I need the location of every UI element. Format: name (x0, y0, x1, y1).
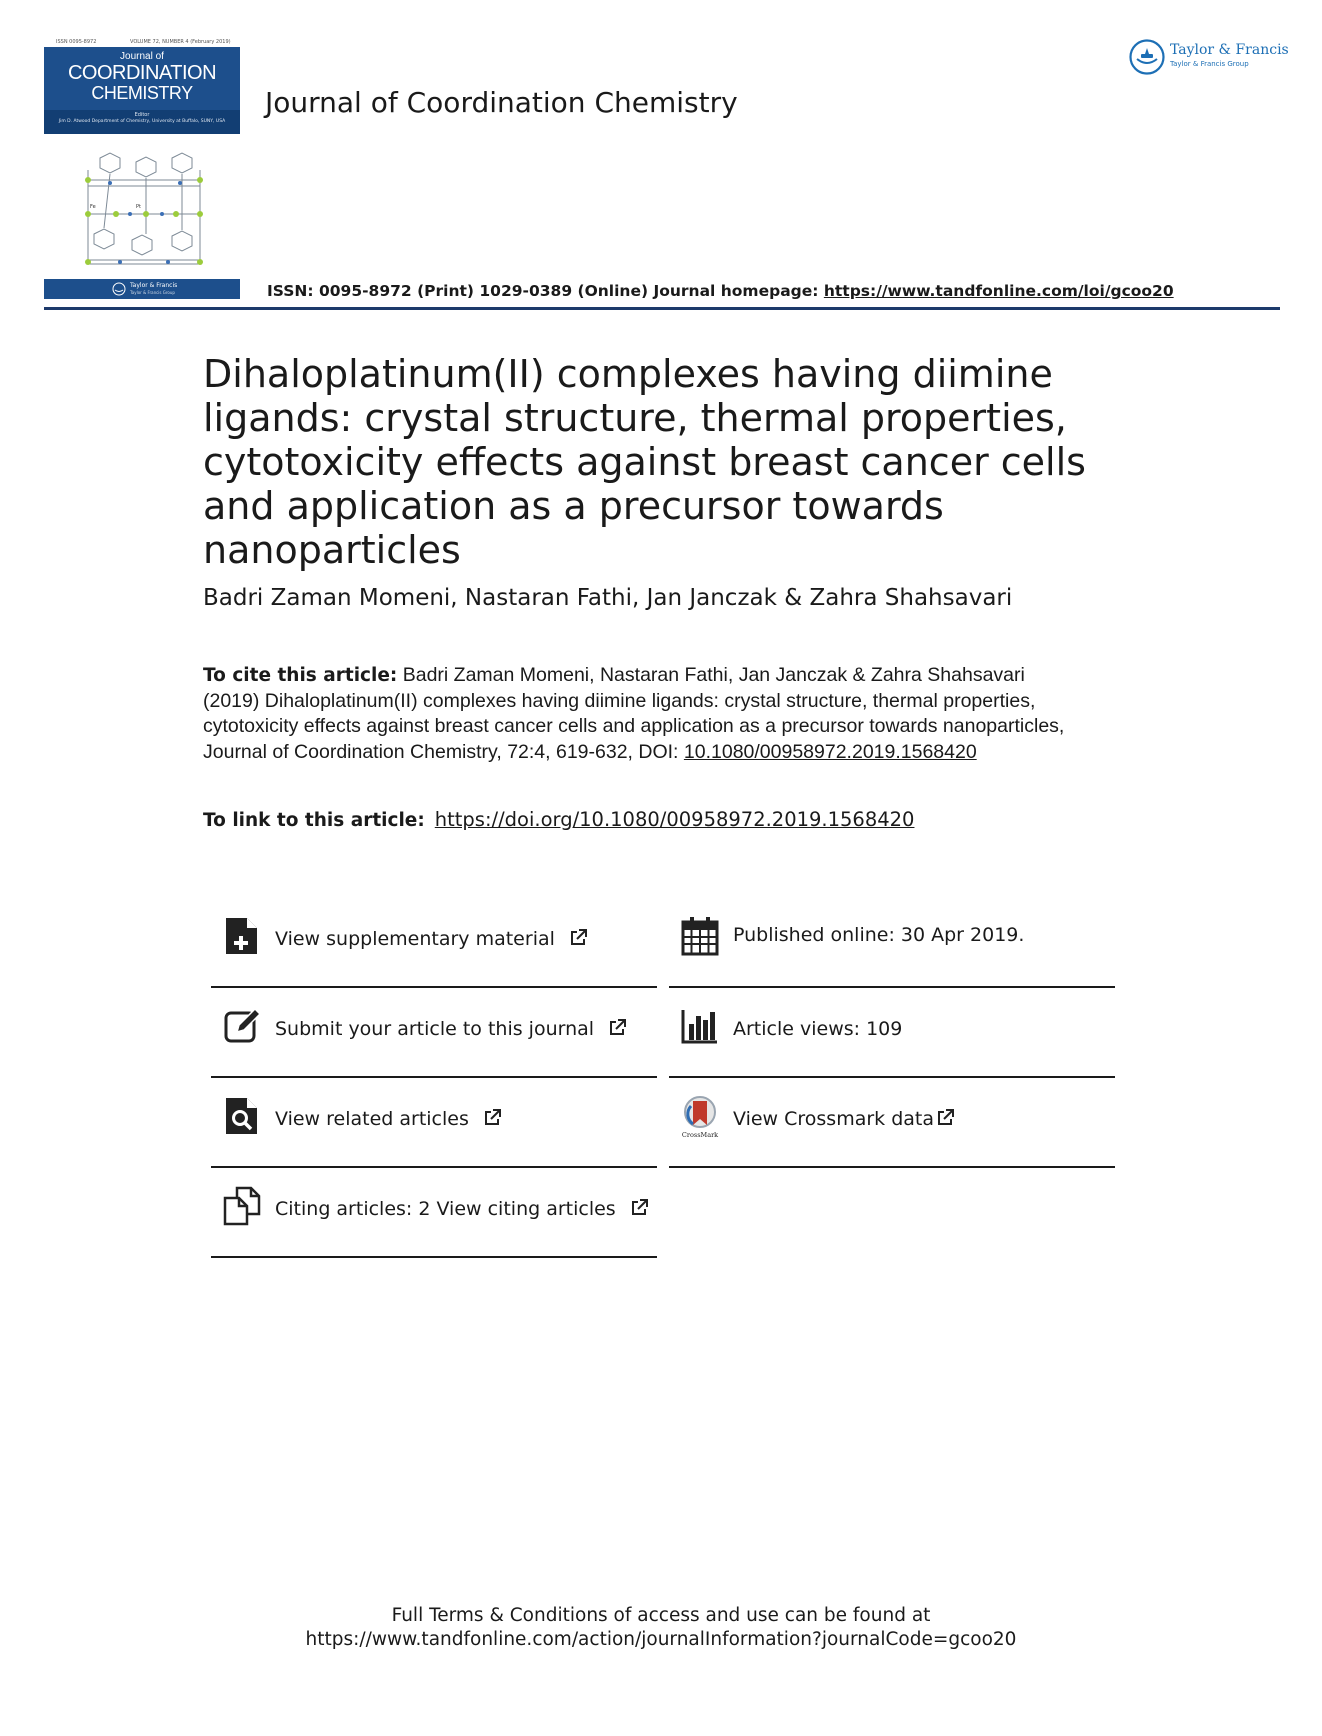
cover-publisher-sub: Taylor & Francis Group (130, 290, 175, 295)
external-link-icon (630, 1198, 649, 1217)
view-supplementary-material[interactable] (211, 898, 657, 988)
cover-editor-label: Editor (134, 112, 150, 118)
copy-documents-icon (223, 1186, 261, 1226)
citation-block (203, 663, 1083, 765)
supplementary-label: View supplementary material (275, 928, 555, 950)
bar-chart-icon (681, 1006, 719, 1046)
article-link-label: To link to this article: (203, 810, 425, 831)
publisher-logo[interactable] (1128, 38, 1288, 78)
published-date: Published online: 30 Apr 2019. (733, 924, 1025, 946)
crossmark-icon (681, 1094, 719, 1140)
article-doi-url[interactable]: https://doi.org/10.1080/00958972.2019.1568420 (434, 808, 915, 831)
article-views (669, 988, 1115, 1078)
views-count: Article views: 109 (733, 1018, 903, 1040)
edit-icon (223, 1006, 261, 1046)
citing-label: Citing articles: 2 View citing articles (275, 1198, 616, 1220)
cover-atom-pt: Pt (136, 204, 141, 210)
cover-issn-row (44, 38, 240, 47)
related-label: View related articles (275, 1108, 469, 1130)
journal-cover (44, 38, 240, 300)
header-divider (44, 307, 1280, 310)
cover-journal-of: Journal of (120, 51, 164, 62)
article-link-line (203, 808, 914, 831)
journal-title: Journal of Coordination Chemistry (265, 86, 738, 119)
citation-text: Badri Zaman Momeni, Nastaran Fathi, Jan Janczak & Zahra Shahsavari (2019) Dihaloplatinum(II) complexes having diimine ligands: crystal structure, thermal properties, cytotoxicity effects against breast cancer cells and application as a precursor towards nanoparticles, Journal of Coordination Chemistry, 72:4, 619-632, DOI: (203, 664, 1065, 763)
view-crossmark-data[interactable] (669, 1078, 1115, 1168)
cover-molecule-illustration (80, 150, 208, 268)
crossmark-logo-text: CrossMark (681, 1131, 719, 1139)
cover-atom-fe: Fe (90, 204, 96, 210)
cover-editor-name: Jim D. Atwood Department of Chemistry, University at Buffalo, SUNY, USA (58, 119, 226, 124)
footer-terms: Full Terms & Conditions of access and use can be found at (391, 1605, 931, 1626)
footer (0, 1604, 1322, 1652)
issn-line (267, 282, 1174, 300)
citation-doi-link[interactable]: 10.1080/00958972.2019.1568420 (683, 740, 977, 763)
crossmark-label: View Crossmark data (733, 1108, 935, 1130)
external-link-icon (608, 1018, 627, 1037)
citation-label: To cite this article: (203, 665, 398, 686)
row-divider (669, 1166, 1115, 1168)
external-link-icon (569, 928, 588, 947)
view-related-articles[interactable] (211, 1078, 657, 1168)
article-title: Dihaloplatinum(II) complexes having diimine ligands: crystal structure, thermal properties, cytotoxicity effects against breast cancer cells and application as a precursor towards nanoparticles (203, 352, 1086, 572)
taylor-francis-icon (1128, 38, 1166, 76)
issn-text: ISSN: 0095-8972 (Print) 1029-0389 (Online) Journal homepage: (267, 282, 824, 300)
cover-chemistry: CHEMISTRY (91, 83, 193, 103)
citing-articles[interactable] (211, 1168, 657, 1258)
cover-header (44, 38, 240, 134)
external-link-icon (936, 1108, 955, 1127)
file-plus-icon (223, 916, 261, 956)
published-online (669, 898, 1115, 988)
journal-homepage-link[interactable]: https://www.tandfonline.com/loi/gcoo20 (823, 282, 1174, 300)
search-document-icon (223, 1096, 261, 1136)
submit-label: Submit your article to this journal (275, 1018, 595, 1040)
footer-terms-url[interactable]: https://www.tandfonline.com/action/journalInformation?journalCode=gcoo20 (305, 1629, 1017, 1650)
cover-tf-icon (112, 282, 126, 296)
cover-volume: VOLUME 72, NUMBER 4 (February 2019) (130, 39, 231, 45)
cover-publisher: Taylor & Francis (130, 282, 178, 289)
submit-article[interactable] (211, 988, 657, 1078)
row-divider (211, 1256, 657, 1258)
cover-coordination: COORDINATION (67, 62, 217, 84)
article-authors: Badri Zaman Momeni, Nastaran Fathi, Jan Janczak & Zahra Shahsavari (203, 585, 1013, 611)
publisher-name: Taylor & Francis (1170, 42, 1289, 58)
cover-issn: ISSN 0095-8972 (56, 39, 97, 45)
publisher-group: Taylor & Francis Group (1170, 60, 1249, 68)
calendar-icon (681, 916, 719, 956)
external-link-icon (483, 1108, 502, 1127)
cover-footer-band (44, 279, 240, 299)
